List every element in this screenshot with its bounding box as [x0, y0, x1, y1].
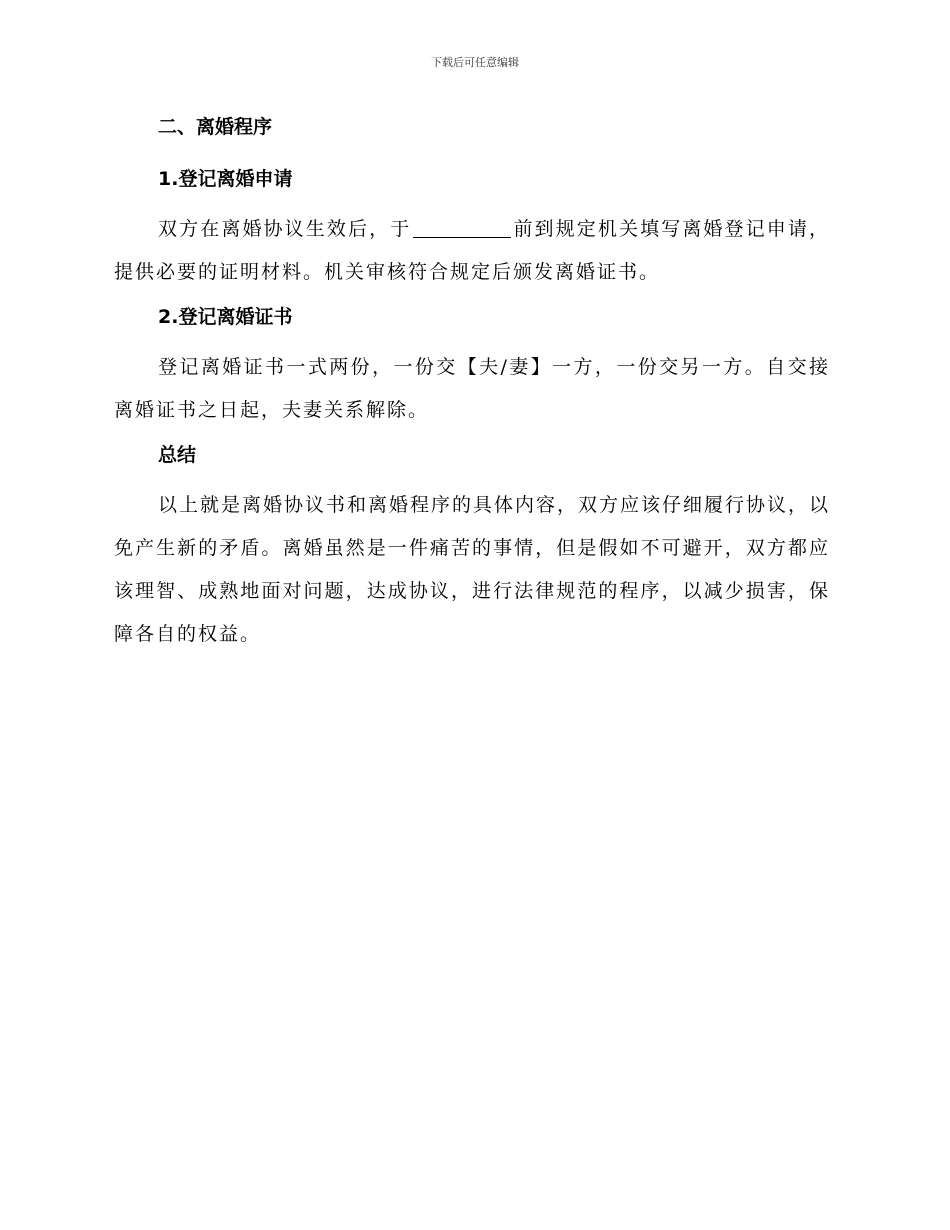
- section-title: 二、离婚程序: [158, 116, 273, 138]
- paragraph-summary: 以上就是离婚协议书和离婚程序的具体内容，双方应该仔细履行协议，以免产生新的矛盾。离婚虽然是一件痛苦的事情，但是假如不可避开，双方都应该理智、成熟地面对问题，达成协议，进行法律规范的程序，以减少损害，保障各自的权益。: [114, 494, 831, 645]
- fill-in-blank: [413, 217, 511, 238]
- subsection-title-2: 2.登记离婚证书: [158, 306, 293, 328]
- paragraph-text-before-blank: 双方在离婚协议生效后，于: [158, 218, 412, 240]
- summary-title: 总结: [158, 444, 197, 466]
- header-note: 下载后可任意编辑: [431, 56, 519, 69]
- subsection-title-1: 1.登记离婚申请: [158, 168, 293, 190]
- document-content: [114, 112, 830, 656]
- paragraph-text-after-blank: 前到规定机关填写离婚登记申请，提供必要的证明材料。机关审核符合规定后颁发离婚证书。: [114, 218, 830, 283]
- paragraph-divorce-certificate: 登记离婚证书一式两份，一份交【夫/妻】一方，一份交另一方。自交接离婚证书之日起，夫妻关系解除。: [114, 356, 830, 421]
- paragraph-registration-application: [114, 208, 830, 294]
